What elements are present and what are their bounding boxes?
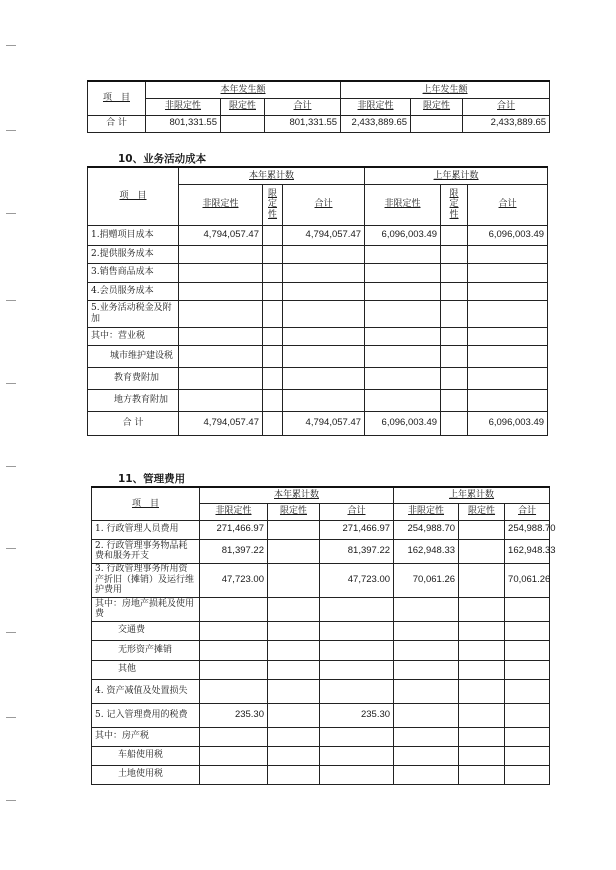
cell-value bbox=[468, 327, 548, 345]
cell-value bbox=[459, 660, 505, 679]
cell-value bbox=[283, 327, 365, 345]
cell-value: 81,397.22 bbox=[320, 539, 394, 563]
row-label: 5.业务活动税金及附加 bbox=[88, 300, 179, 327]
cell-value bbox=[468, 245, 548, 263]
cell-value bbox=[365, 367, 441, 389]
header-restricted: 限定性 bbox=[411, 98, 463, 115]
cell-value bbox=[221, 115, 265, 132]
cell-value bbox=[263, 345, 283, 367]
header-unrestricted: 非限定性 bbox=[394, 503, 459, 520]
cell-value bbox=[505, 640, 550, 660]
table-row bbox=[88, 225, 548, 245]
cell-value bbox=[459, 679, 505, 703]
cell-value: 2,433,889.65 bbox=[463, 115, 550, 132]
header-total: 合计 bbox=[463, 98, 550, 115]
cell-value bbox=[179, 282, 263, 300]
cell-value bbox=[200, 660, 268, 679]
cell-value bbox=[394, 703, 459, 727]
cell-value bbox=[459, 621, 505, 640]
cell-value: 70,061.26 bbox=[394, 563, 459, 597]
cell-value bbox=[394, 660, 459, 679]
cell-value bbox=[320, 679, 394, 703]
cell-value bbox=[365, 245, 441, 263]
cell-value: 6,096,003.49 bbox=[365, 225, 441, 245]
cell-value: 235.30 bbox=[200, 703, 268, 727]
header-unrestricted: 非限定性 bbox=[146, 98, 221, 115]
header-unrestricted: 非限定性 bbox=[341, 98, 411, 115]
table-row bbox=[88, 367, 548, 389]
cell-value: 4,794,057.47 bbox=[179, 225, 263, 245]
cell-value bbox=[320, 727, 394, 746]
header-current-year: 本年累计数 bbox=[179, 167, 365, 184]
cell-value: 4,794,057.47 bbox=[283, 225, 365, 245]
edge-mark bbox=[6, 800, 16, 801]
table-row bbox=[92, 679, 550, 703]
cell-value bbox=[263, 245, 283, 263]
header-total: 合计 bbox=[468, 184, 548, 225]
row-label: 2.提供服务成本 bbox=[88, 245, 179, 263]
cell-value bbox=[411, 115, 463, 132]
edge-mark bbox=[6, 632, 16, 633]
header-item: 项 目 bbox=[88, 167, 179, 225]
cell-value: 162,948.33 bbox=[394, 539, 459, 563]
row-label: 土地使用税 bbox=[92, 765, 200, 784]
edge-mark bbox=[6, 717, 16, 718]
row-label: 4.会员服务成本 bbox=[88, 282, 179, 300]
header-restricted: 限定性 bbox=[221, 98, 265, 115]
cell-value bbox=[268, 660, 320, 679]
edge-mark bbox=[6, 548, 16, 549]
row-label: 其他 bbox=[92, 660, 200, 679]
row-label: 其中：营业税 bbox=[88, 327, 179, 345]
cell-value: 162,948.33 bbox=[505, 539, 550, 563]
header-restricted: 限定性 bbox=[459, 503, 505, 520]
cell-value bbox=[441, 245, 468, 263]
cell-value bbox=[283, 345, 365, 367]
cell-value bbox=[268, 765, 320, 784]
cell-value bbox=[365, 282, 441, 300]
cell-value bbox=[394, 679, 459, 703]
table-row bbox=[92, 727, 550, 746]
header-current-year: 本年发生额 bbox=[146, 81, 341, 98]
cell-value bbox=[320, 597, 394, 621]
edge-mark bbox=[6, 213, 16, 214]
cell-value bbox=[468, 345, 548, 367]
row-label: 5. 记入管理费用的税费 bbox=[92, 703, 200, 727]
row-label: 3. 行政管理事务所用资产折旧（摊销）及运行维护费用 bbox=[92, 563, 200, 597]
cell-value bbox=[179, 327, 263, 345]
header-total: 合计 bbox=[283, 184, 365, 225]
cell-value bbox=[394, 621, 459, 640]
cell-value bbox=[394, 597, 459, 621]
cell-value bbox=[459, 640, 505, 660]
header-previous-year: 上年发生额 bbox=[341, 81, 550, 98]
cell-value bbox=[283, 300, 365, 327]
cell-value bbox=[283, 245, 365, 263]
cell-value bbox=[268, 679, 320, 703]
cell-value bbox=[459, 539, 505, 563]
row-label: 1.捐赠项目成本 bbox=[88, 225, 179, 245]
row-label: 车船使用税 bbox=[92, 746, 200, 765]
section-title-business-cost: 10、业务活动成本 bbox=[118, 153, 207, 165]
cell-value bbox=[468, 367, 548, 389]
cell-value bbox=[441, 300, 468, 327]
row-label: 2. 行政管理事务物品耗费和服务开支 bbox=[92, 539, 200, 563]
row-label: 其中：房地产损耗及使用费 bbox=[92, 597, 200, 621]
header-item: 项 目 bbox=[88, 81, 146, 115]
header-restricted: 限 定 性 bbox=[441, 184, 468, 225]
row-label: 3.销售商品成本 bbox=[88, 263, 179, 282]
cell-value bbox=[468, 282, 548, 300]
table-row bbox=[92, 597, 550, 621]
cell-value bbox=[365, 389, 441, 411]
edge-mark bbox=[6, 130, 16, 131]
cell-value bbox=[268, 597, 320, 621]
header-total: 合计 bbox=[320, 503, 394, 520]
admin-expenses-table bbox=[91, 486, 556, 785]
cell-value bbox=[441, 411, 468, 435]
cell-value bbox=[441, 345, 468, 367]
edge-mark bbox=[6, 45, 16, 46]
cell-value: 235.30 bbox=[320, 703, 394, 727]
table-row bbox=[92, 765, 550, 784]
cell-value: 6,096,003.49 bbox=[365, 411, 441, 435]
cell-value bbox=[200, 640, 268, 660]
cell-value bbox=[268, 640, 320, 660]
header-total: 合计 bbox=[505, 503, 550, 520]
cell-value bbox=[394, 765, 459, 784]
table-row bbox=[88, 327, 548, 345]
table-row bbox=[88, 282, 548, 300]
cell-value bbox=[505, 727, 550, 746]
table-row bbox=[88, 411, 548, 435]
cell-value bbox=[200, 679, 268, 703]
cell-value bbox=[441, 263, 468, 282]
cell-value: 47,723.00 bbox=[200, 563, 268, 597]
cell-value bbox=[200, 765, 268, 784]
cell-value: 47,723.00 bbox=[320, 563, 394, 597]
cell-value bbox=[263, 411, 283, 435]
cell-value bbox=[263, 300, 283, 327]
cell-value bbox=[441, 367, 468, 389]
cell-value bbox=[459, 703, 505, 727]
cell-value bbox=[268, 746, 320, 765]
cell-value bbox=[320, 640, 394, 660]
header-unrestricted: 非限定性 bbox=[200, 503, 268, 520]
cell-value bbox=[459, 746, 505, 765]
cell-value: 271,466.97 bbox=[200, 520, 268, 539]
table-row bbox=[92, 660, 550, 679]
header-total: 合计 bbox=[265, 98, 341, 115]
cell-value bbox=[459, 597, 505, 621]
cell-value bbox=[200, 727, 268, 746]
edge-mark bbox=[6, 466, 16, 467]
edge-mark bbox=[6, 383, 16, 384]
cell-value bbox=[263, 367, 283, 389]
cell-value: 70,061.26 bbox=[505, 563, 550, 597]
cell-value bbox=[283, 282, 365, 300]
cell-value bbox=[505, 765, 550, 784]
income-summary-table bbox=[87, 80, 550, 133]
cell-value bbox=[268, 539, 320, 563]
row-label: 1. 行政管理人员费用 bbox=[92, 520, 200, 539]
cell-value bbox=[263, 389, 283, 411]
cell-value bbox=[468, 300, 548, 327]
cell-value bbox=[268, 520, 320, 539]
table-row bbox=[92, 703, 550, 727]
cell-value bbox=[365, 345, 441, 367]
cell-value bbox=[394, 727, 459, 746]
header-item: 项 目 bbox=[92, 487, 200, 520]
cell-value bbox=[394, 640, 459, 660]
cell-value: 81,397.22 bbox=[200, 539, 268, 563]
cell-value bbox=[505, 679, 550, 703]
cell-value: 6,096,003.49 bbox=[468, 411, 548, 435]
table-row bbox=[92, 621, 550, 640]
cell-value bbox=[441, 282, 468, 300]
cell-value bbox=[200, 597, 268, 621]
cell-value bbox=[320, 660, 394, 679]
business-cost-table bbox=[87, 166, 548, 436]
header-restricted: 限 定 性 bbox=[263, 184, 283, 225]
table-row bbox=[88, 245, 548, 263]
cell-value: 6,096,003.49 bbox=[468, 225, 548, 245]
cell-value: 254,988.70 bbox=[394, 520, 459, 539]
cell-value bbox=[263, 282, 283, 300]
cell-value bbox=[365, 263, 441, 282]
row-label: 无形资产摊销 bbox=[92, 640, 200, 660]
cell-value bbox=[283, 263, 365, 282]
table-row bbox=[88, 115, 550, 132]
cell-value: 4,794,057.47 bbox=[179, 411, 263, 435]
cell-value bbox=[200, 621, 268, 640]
cell-value: 254,988.70 bbox=[505, 520, 550, 539]
cell-value bbox=[459, 727, 505, 746]
cell-value bbox=[320, 765, 394, 784]
cell-value bbox=[505, 621, 550, 640]
cell-value bbox=[263, 263, 283, 282]
header-restricted: 限定性 bbox=[268, 503, 320, 520]
row-label: 教育费附加 bbox=[88, 367, 179, 389]
cell-value bbox=[365, 327, 441, 345]
cell-value bbox=[459, 765, 505, 784]
cell-value bbox=[505, 703, 550, 727]
cell-value bbox=[179, 300, 263, 327]
cell-value bbox=[468, 263, 548, 282]
table-row bbox=[88, 345, 548, 367]
edge-mark bbox=[6, 300, 16, 301]
cell-value bbox=[505, 746, 550, 765]
table-row bbox=[92, 539, 550, 563]
header-previous-year: 上年累计数 bbox=[365, 167, 548, 184]
table-row bbox=[88, 300, 548, 327]
cell-value: 271,466.97 bbox=[320, 520, 394, 539]
cell-value: 801,331.55 bbox=[146, 115, 221, 132]
cell-value: 2,433,889.65 bbox=[341, 115, 411, 132]
cell-value bbox=[505, 660, 550, 679]
cell-value bbox=[268, 703, 320, 727]
cell-value bbox=[179, 345, 263, 367]
row-label: 城市维护建设税 bbox=[88, 345, 179, 367]
cell-value bbox=[459, 520, 505, 539]
row-label: 4. 资产减值及处置损失 bbox=[92, 679, 200, 703]
cell-value bbox=[505, 597, 550, 621]
cell-value bbox=[394, 746, 459, 765]
cell-value bbox=[441, 225, 468, 245]
header-current-year: 本年累计数 bbox=[200, 487, 394, 503]
cell-value bbox=[283, 367, 365, 389]
table-row bbox=[92, 563, 550, 597]
cell-value bbox=[179, 367, 263, 389]
table-row bbox=[92, 520, 550, 539]
cell-value bbox=[263, 225, 283, 245]
cell-value bbox=[263, 327, 283, 345]
cell-value bbox=[441, 327, 468, 345]
cell-value bbox=[320, 621, 394, 640]
row-label: 合 计 bbox=[88, 115, 146, 132]
header-unrestricted: 非限定性 bbox=[365, 184, 441, 225]
header-previous-year: 上年累计数 bbox=[394, 487, 550, 503]
cell-value bbox=[268, 727, 320, 746]
cell-value: 4,794,057.47 bbox=[283, 411, 365, 435]
row-label: 合 计 bbox=[88, 411, 179, 435]
cell-value bbox=[179, 245, 263, 263]
table-row bbox=[92, 640, 550, 660]
row-label: 其中：房产税 bbox=[92, 727, 200, 746]
cell-value bbox=[320, 746, 394, 765]
row-label: 地方教育附加 bbox=[88, 389, 179, 411]
cell-value bbox=[179, 389, 263, 411]
table-row bbox=[88, 263, 548, 282]
section-title-admin-expenses: 11、管理费用 bbox=[118, 473, 186, 485]
cell-value bbox=[441, 389, 468, 411]
cell-value bbox=[200, 746, 268, 765]
cell-value bbox=[283, 389, 365, 411]
cell-value bbox=[365, 300, 441, 327]
cell-value bbox=[459, 563, 505, 597]
header-unrestricted: 非限定性 bbox=[179, 184, 263, 225]
table-row bbox=[88, 389, 548, 411]
cell-value bbox=[268, 563, 320, 597]
table-row bbox=[92, 746, 550, 765]
cell-value bbox=[468, 389, 548, 411]
cell-value bbox=[268, 621, 320, 640]
row-label: 交通费 bbox=[92, 621, 200, 640]
cell-value: 801,331.55 bbox=[265, 115, 341, 132]
cell-value bbox=[179, 263, 263, 282]
